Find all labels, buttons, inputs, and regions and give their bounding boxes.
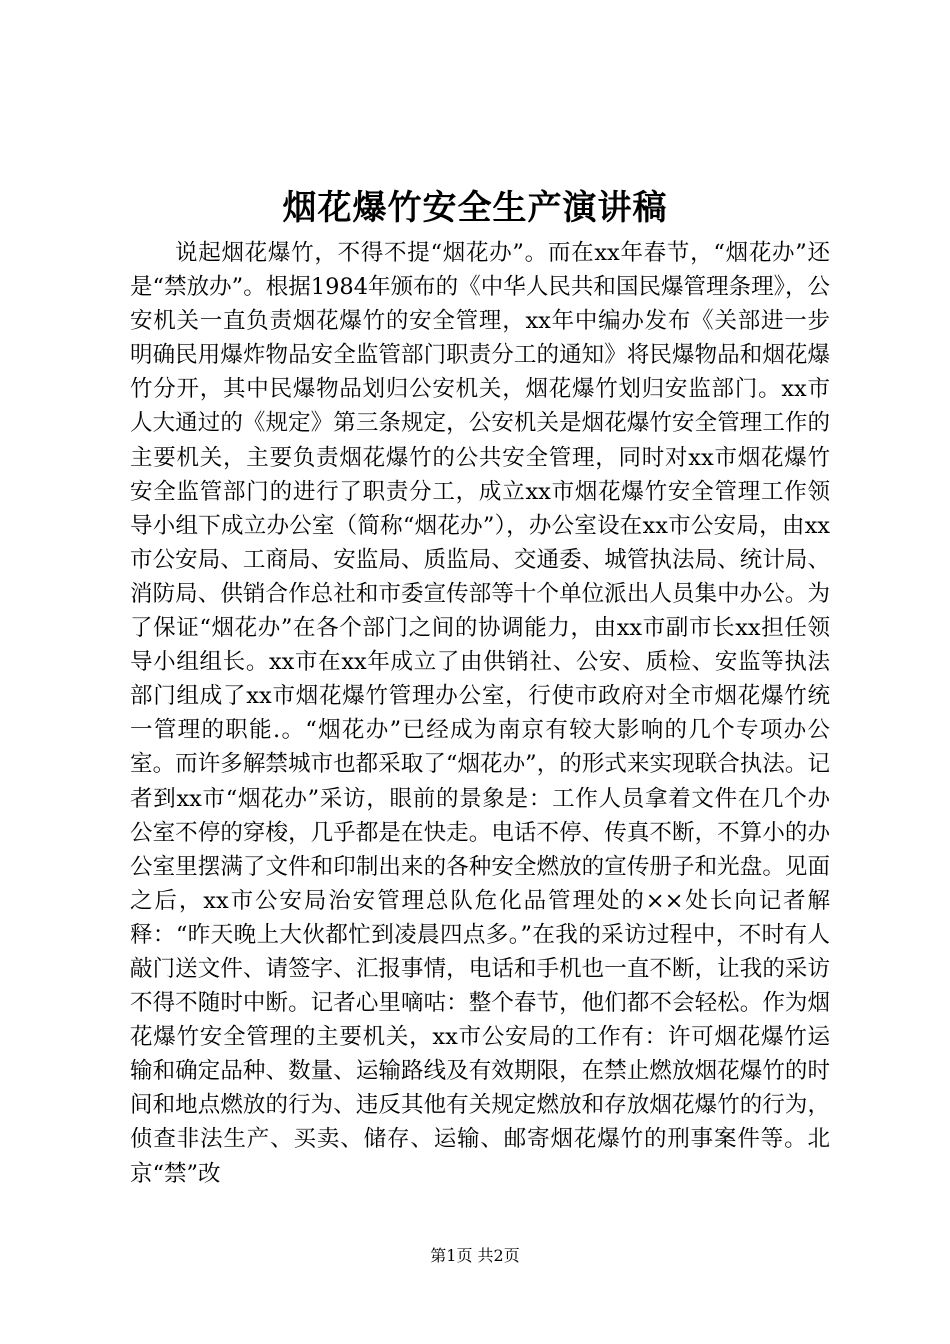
page-footer: 第1页 共2页 [430,1246,520,1265]
document-title: 烟花爆竹安全生产演讲稿 [282,188,668,228]
document-body-paragraph: 说起烟花爆竹，不得不提“烟花办”。而在xx年春节，“烟花办”还是“禁放办”。根据1984年颁布的《中华人民共和国民爆管理条理》，公安机关一直负责烟花爆竹的安全管理，xx年中编办发布《关部进一步明确民用爆炸物品安全监管部门职责分工的通知》将民爆物品和烟花爆竹分开，其中民爆物品划归公安机关，烟花爆竹划归安监部门。xx市人大通过的《规定》第三条规定，公安机关是烟花爆竹安全管理工作的主要机关，主要负责烟花爆竹的公共安全管理，同时对xx市烟花爆竹安全监管部门的进行了职责分工，成立xx市烟花爆竹安全管理工作领导小组下成立办公室（简称“烟花办”），办公室设在xx市公安局，由xx市公安局、工商局、安监局、质监局、交通委、城管执法局、统计局、消防局、供销合作总社和市委宣传部等十个单位派出人员集中办公。为了保证“烟花办”在各个部门之间的协调能力，由xx市副市长xx担任领导小组组长。xx市在xx年成立了由供销社、公安、质检、安监等执法部门组成了xx市烟花爆竹管理办公室，行使市政府对全市烟花爆竹统一管理的职能.。“烟花办”已经成为南京有较大影响的几个专项办公室。而许多解禁城市也都采取了“烟花办”，的形式来实现联合执法。记者到xx市“烟花办”采访，眼前的景象是：工作人员拿着文件在几个办公室不停的穿梭，几乎都是在快走。电话不停、传真不断，不算小的办公室里摆满了文件和印制出来的各种安全燃放的宣传册子和光盘。见面之后，xx市公安局治安管理总队危化品管理处的××处长向记者解释：“昨天晚上大伙都忙到凌晨四点多。”在我的采访过程中，不时有人敲门送文件、请签字、汇报事情，电话和手机也一直不断，让我的采访不得不随时中断。记者心里嘀咕：整个春节，他们都不会轻松。作为烟花爆竹安全管理的主要机关，xx市公安局的工作有：许可烟花爆竹运输和确定品种、数量、运输路线及有效期限，在禁止燃放烟花爆竹的时间和地点燃放的行为、违反其他有关规定燃放和存放烟花爆竹的行为，侦查非法生产、买卖、储存、运输、邮寄烟花爆竹的刑事案件等。北京“禁”改 [130,240,830,1187]
